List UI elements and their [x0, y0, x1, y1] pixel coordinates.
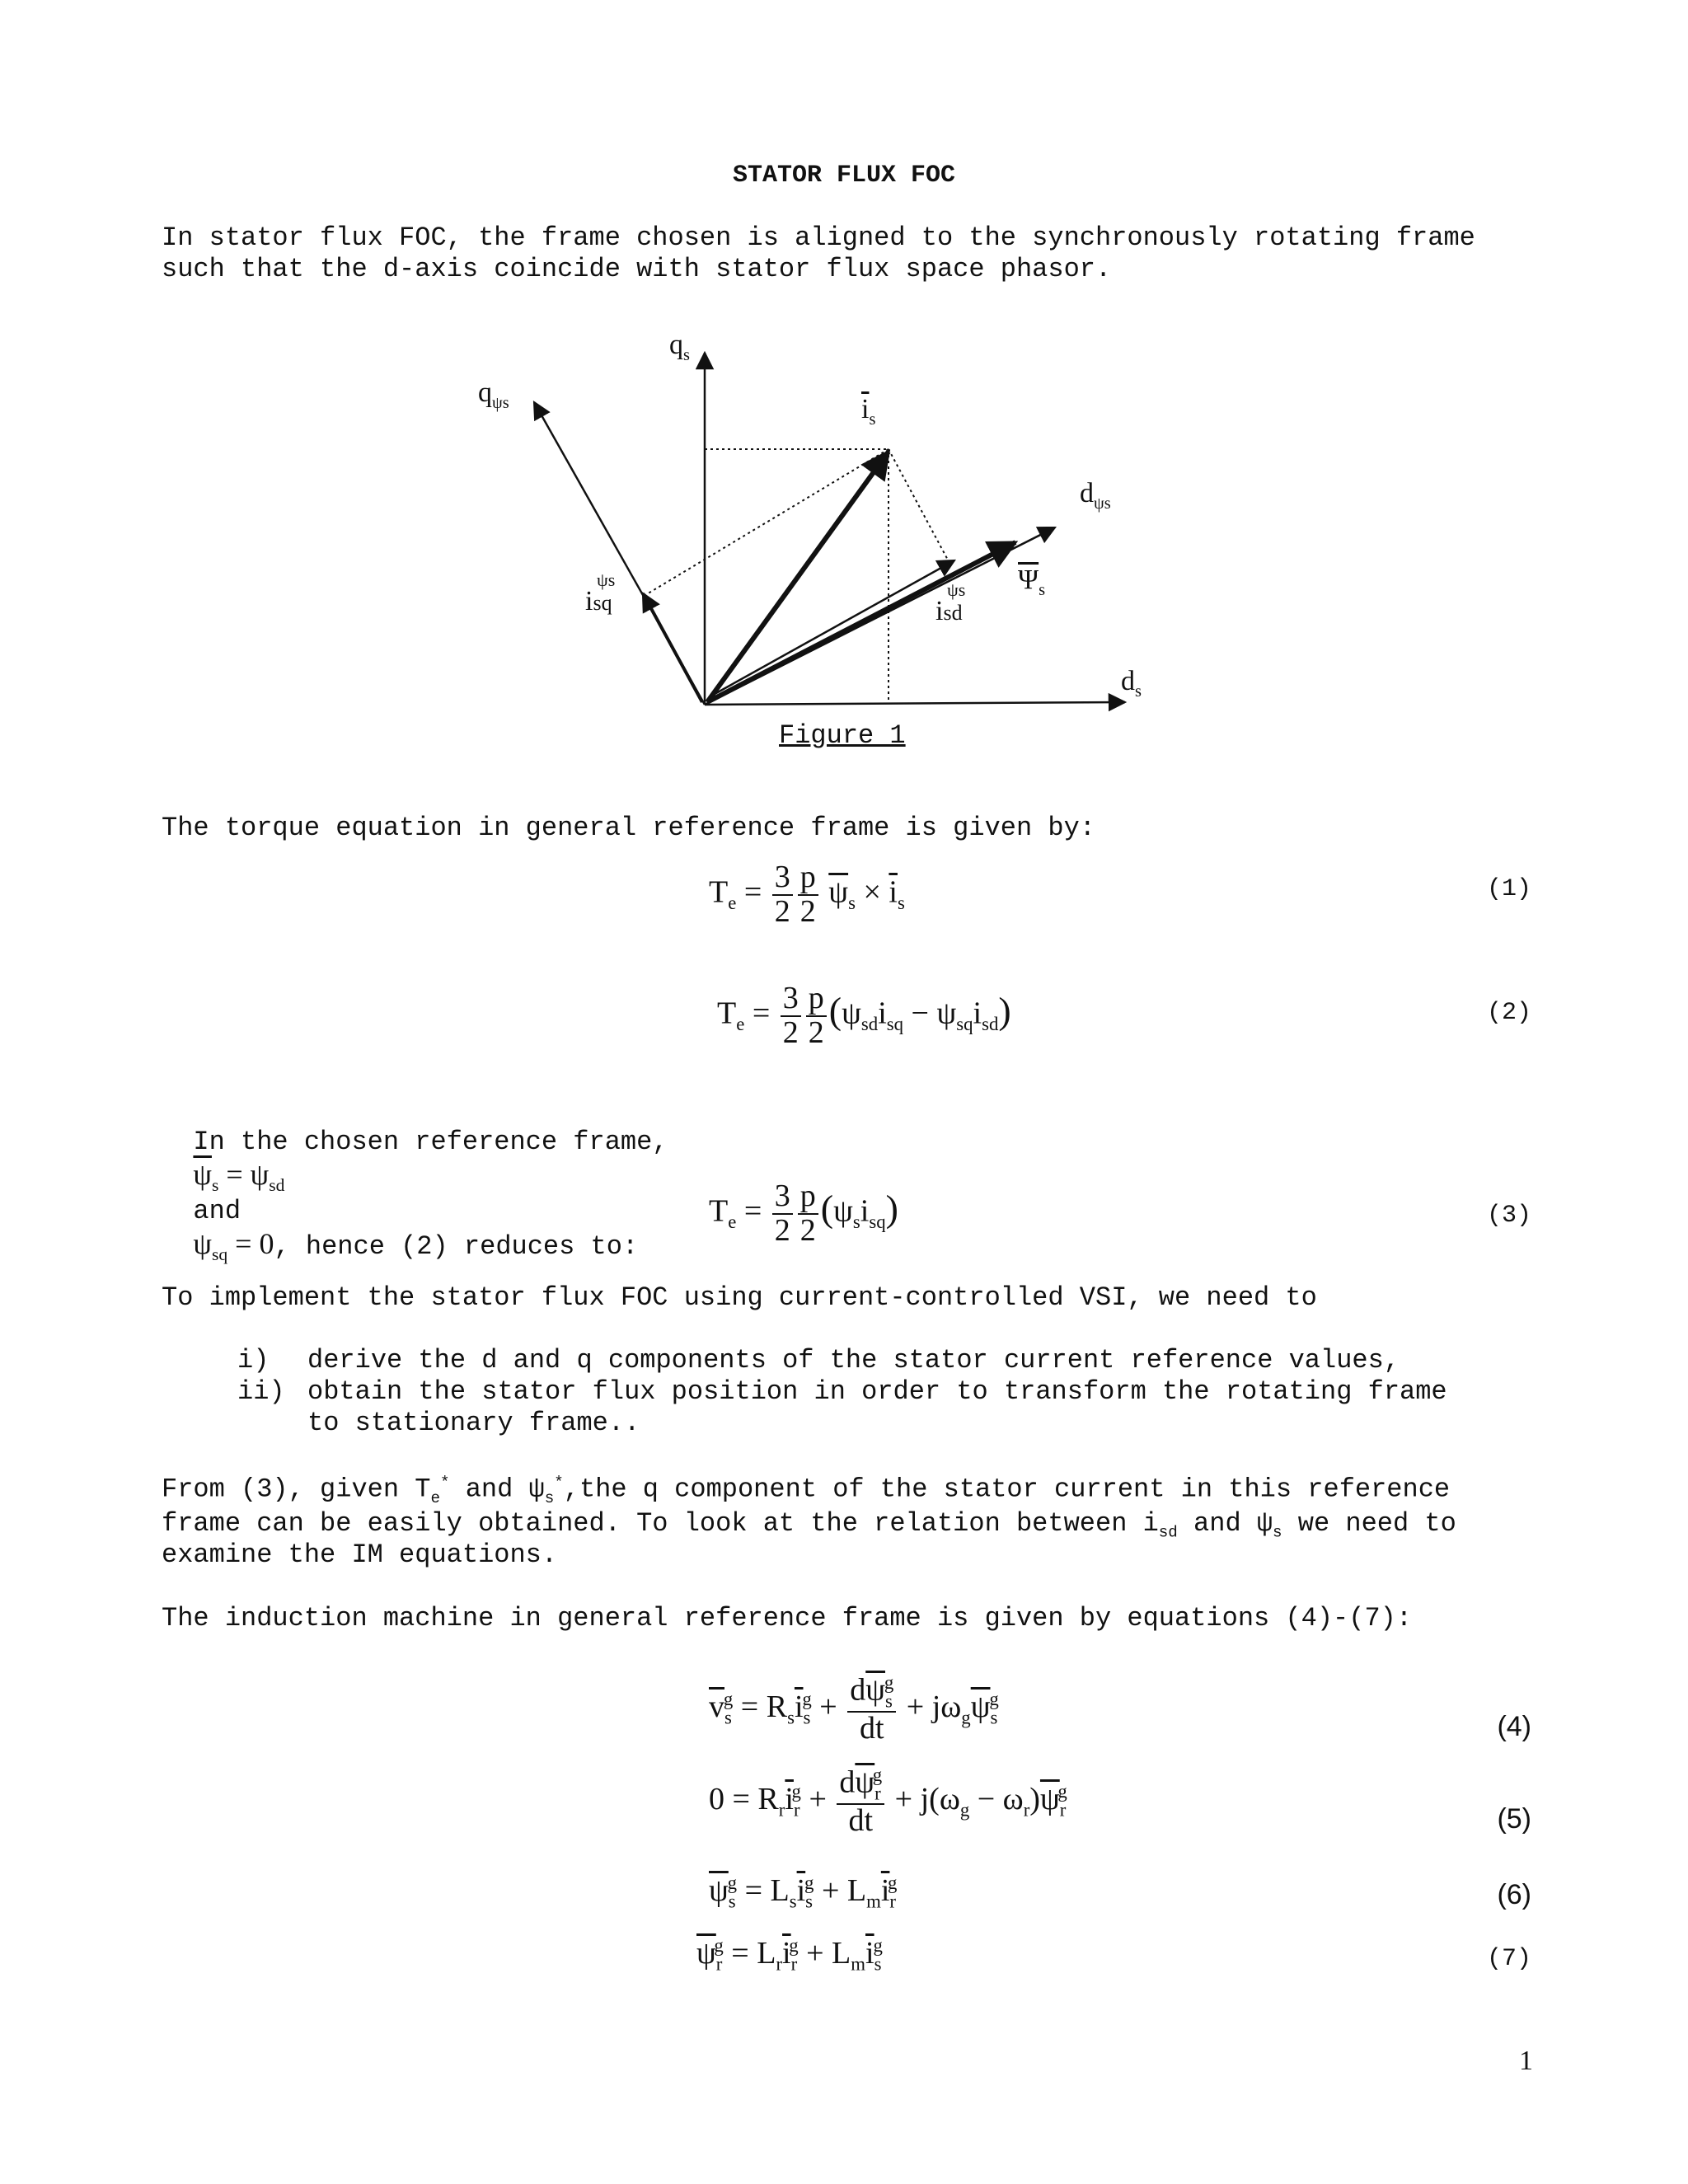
label-q-psi: $q_{\psi s}$ [478, 377, 509, 412]
from3-line-3: examine the IM equations. [162, 1540, 558, 1570]
equation-2: $T_e$ = $\frac{3}{2}$ $\frac{p}{2}$ $(\psi_{sd}i_{sq} - \psi_{sq}i_{sd})$ [717, 981, 1011, 1050]
list-item-2-text: obtain the stator flux position in order to transform the rotating frame [307, 1376, 1447, 1407]
figure-caption: Figure 1 [779, 720, 906, 751]
projection-line-isq [641, 449, 889, 598]
from3-line-1: From (3), given $T_e^*$ and $\psi_s^*,the$ q component of the stator current in this reference [162, 1474, 1451, 1508]
label-is: $\overline{i}_s$ [861, 394, 876, 429]
intro-line-2: such that the d-axis coincide with stator flux space phasor. [162, 254, 1112, 284]
projection-line-isd [889, 449, 950, 565]
equation-7: $\overline{\psi}_r^g = L_r\overline{i}_r^g + L_m\overline{i}_s^g$ [696, 1935, 883, 1975]
list-item-2-continuation: to stationary frame.. [307, 1408, 640, 1438]
equation-4: $\overline{v}_s^g = R_s\overline{i}_s^g$ + $\frac{d\overline{\psi}_s^g}{dt}$ + $j\omega_g\overline{\psi}_s^g$ [709, 1672, 999, 1746]
psi-s-vector [707, 542, 1015, 702]
equation-7-number: (7) [1486, 1945, 1531, 1973]
isd-vector [709, 560, 954, 697]
intro-line-1: In stator flux FOC, the frame chosen is aligned to the synchronously rotating frame [162, 223, 1475, 253]
from3-line-2: frame can be easily obtained. To look at the relation between $i_{sd}$ and $\psi_s$ we need to [162, 1508, 1456, 1542]
label-psi-s: $\overline{\Psi}_s$ [1018, 565, 1046, 599]
is-vector [707, 452, 889, 702]
equation-2-number: (2) [1486, 999, 1531, 1027]
equation-3: $T_e$ = $\frac{3}{2}$ $\frac{p}{2}$ $(\psi_si_{sq})$ [709, 1179, 898, 1248]
equation-1: $T_e$ = $\frac{3}{2}$ $\frac{p}{2}$ $\overline{\psi}_s \times \overline{i}_s$ [709, 860, 905, 929]
equation-3-number: (3) [1486, 1202, 1531, 1230]
list-item-1-text: derive the d and q components of the stator current reference values, [307, 1345, 1400, 1376]
equation-6-number: (6) [1497, 1879, 1531, 1910]
equation-4-number: (4) [1497, 1711, 1531, 1742]
equation-5-number: (5) [1497, 1803, 1531, 1835]
label-isd: ψs isd [935, 579, 966, 626]
page-title: STATOR FLUX FOC [732, 162, 956, 190]
equation-1-number: (1) [1486, 875, 1531, 903]
label-qs: $q_s$ [669, 330, 690, 364]
im-intro: The induction machine in general reference frame is given by equations (4)-(7): [162, 1603, 1413, 1633]
equation-5: $0 = R_r\overline{i}_r^g$ + $\frac{d\overline{\psi}_r^g}{dt}$ + $j(\omega_g - \omega_r)\overline{\psi}_r^g$ [709, 1765, 1067, 1839]
isq-vector [643, 593, 702, 702]
equation-6: $\overline{\psi}_s^g = L_s\overline{i}_s^g + L_m\overline{i}_r^g$ [709, 1872, 898, 1912]
vector-diagram [0, 0, 1688, 791]
page-number: 1 [1519, 2046, 1533, 2076]
chosen-frame-line: In the chosen reference frame, $\overline{\psi}_s = \psi_{sd}$ and $\psi_{sq} = 0$, hence (2) reduces to: [193, 1127, 668, 1265]
label-isq: ψs isq [585, 569, 616, 616]
implement-line: To implement the stator flux FOC using current-controlled VSI, we need to [162, 1282, 1317, 1313]
list-item-1-marker: i) [237, 1345, 270, 1376]
label-ds: $d_s$ [1121, 666, 1142, 701]
ds-axis [705, 702, 1125, 705]
list-item-2-marker: ii) [237, 1376, 285, 1407]
label-d-psi: $d_{\psi s}$ [1080, 478, 1111, 513]
torque-intro: The torque equation in general reference frame is given by: [162, 813, 1095, 843]
